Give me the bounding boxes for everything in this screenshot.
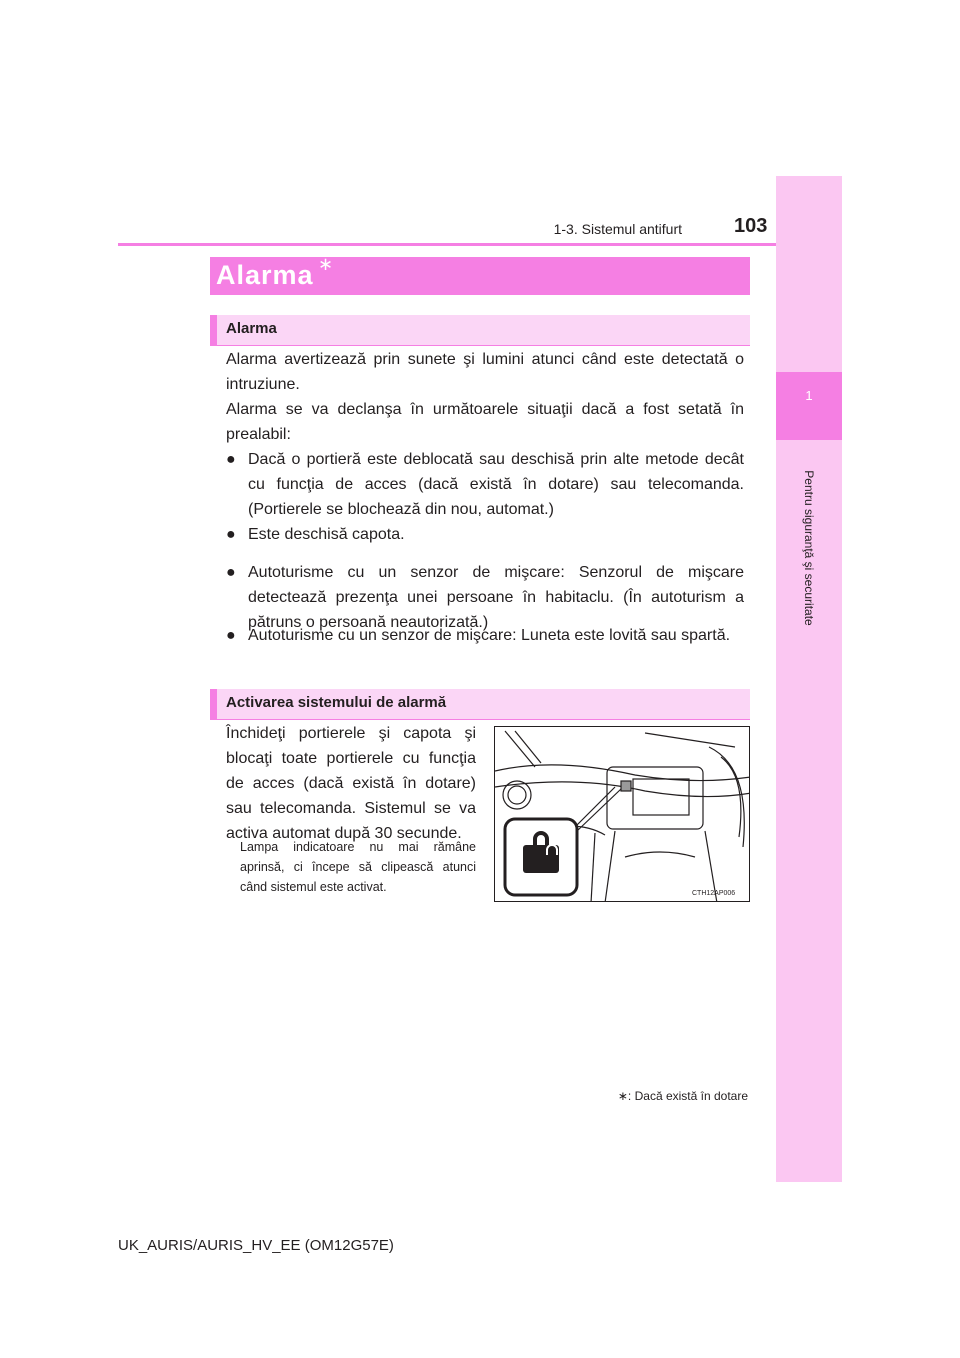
dashboard-illustration — [494, 726, 750, 902]
page-title: Alarma — [216, 260, 314, 290]
footnote: ∗: Dacă există în dotare — [617, 1089, 748, 1103]
list-item-text: Autoturisme cu un senzor de mişcare: Luneta este lovită sau spartă. — [248, 627, 731, 644]
section-heading-underline — [210, 719, 750, 720]
note-text: Lampa indicatoare nu mai rămâne aprinsă, ci începe să clipească atunci când sistemul este activat. — [240, 840, 476, 894]
section-heading: Activarea sistemului de alarmă — [226, 694, 447, 711]
illustration-code: CTH12AP006 — [692, 890, 736, 897]
chapter-title: Pentru siguranţă şi securitate — [802, 470, 816, 626]
paragraph: Închideţi portierele şi capota şi blocaţi toate portierele cu funcţia de acces (dacă există în dotare) sau telecomanda. Sistemul se va activa automat după 30 secunde. — [226, 725, 476, 842]
bullet-icon: ● — [226, 564, 236, 581]
list-item-text: Este deschisă capota. — [248, 526, 405, 543]
list-item-text: Autoturisme cu un senzor de mişcare: Senzorul de mişcare detectează prezenţa unei persoane în habitaclu. (În autoturism a pătruns o persoană neautorizată.) — [248, 564, 744, 631]
paragraph: Alarma se va declanşa în următoarele situaţii dacă a fost setată în prealabil: — [226, 401, 744, 443]
chapter-number-block — [776, 372, 842, 440]
section-heading: Alarma — [226, 320, 277, 337]
title-footnote-star: ∗ — [318, 254, 334, 274]
list-item-text: Dacă o portieră este deblocată sau deschisă prin alte metode decât cu funcţia de acces (dacă există în dotare) sau telecomanda. (Portierele se blochează din nou, automat.) — [248, 451, 744, 518]
page-number: 103 — [734, 215, 768, 237]
section-heading-underline — [210, 345, 750, 346]
list-item — [226, 522, 744, 547]
document-code: UK_AURIS/AURIS_HV_EE (OM12G57E) — [118, 1237, 394, 1254]
bullet-icon: ● — [226, 627, 236, 644]
bullet-icon: ● — [226, 526, 236, 543]
dashboard-drawing — [495, 727, 750, 902]
list-item — [226, 447, 744, 522]
paragraph: Alarma avertizează prin sunete şi lumini atunci când este detectată o intruziune. — [226, 351, 744, 393]
list-item — [226, 623, 744, 648]
header-section-title: 1-3. Sistemul antifurt — [553, 221, 682, 237]
header-rule — [118, 243, 776, 246]
section-heading-bar — [210, 315, 750, 345]
chapter-side-tab — [776, 176, 842, 1182]
bullet-icon: ● — [226, 451, 236, 468]
chapter-number: 1 — [805, 388, 813, 403]
